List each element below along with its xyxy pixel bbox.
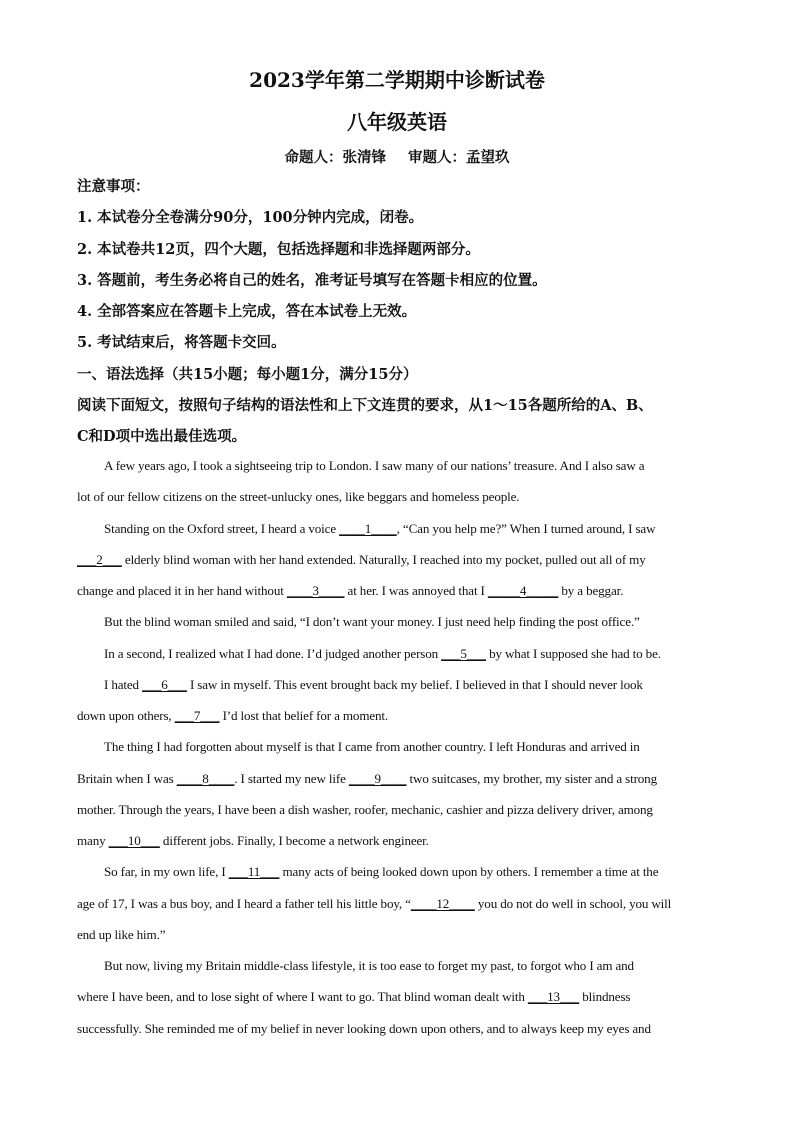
passage-line <box>77 769 717 800</box>
passage-text: two suitcases, my brother, my sister and a strong <box>406 770 657 786</box>
passage-text: at her. I was annoyed that I <box>344 583 488 598</box>
passage-line <box>77 894 717 925</box>
exam-title: 2023学年第二学期期中诊断试卷 <box>249 68 545 92</box>
section-instruction: 阅读下面短文，按照句子结构的语法性和上下文连贯的要求，从1～15各题所给的A、B、 <box>77 397 653 415</box>
passage-line <box>77 487 717 518</box>
passage-text: change and placed it in her hand without <box>77 583 287 598</box>
note-item: 3. 答题前，考生务必将自己的姓名，准考证号填写在答题卡相应的位置。 <box>77 271 547 289</box>
passage-text: blindness <box>579 989 631 1005</box>
passage-text: In a second, I realized what I had done. I’d judged another person <box>104 645 442 661</box>
answer-blank-1: ____1____ <box>339 520 397 536</box>
answer-blank-7: ___7___ <box>174 708 220 723</box>
passage-text: But the blind woman smiled and said, “I don’t want your money. I just need help finding the post office.” <box>104 614 640 630</box>
section-instruction: C和D项中选出最佳选项。 <box>77 428 247 446</box>
passage-text: successfully. She reminded me of my belief in never looking down upon others, and to always keep my eyes and <box>77 1020 651 1036</box>
passage-line <box>77 581 717 612</box>
passage-line <box>77 550 717 581</box>
passage-text: I saw in myself. This event brought back my belief. I believed in that I should never look <box>186 676 643 692</box>
passage-text: elderly blind woman with her hand extended. Naturally, I reached into my pocket, pulled out all of my <box>121 551 646 567</box>
passage-text: A few years ago, I took a sightseeing trip to London. I saw many of our nations’ treasure. And I also saw a <box>104 458 645 473</box>
passage-line <box>77 987 717 1018</box>
passage-text: But now, living my Britain middle-class lifestyle, it is too ease to forget my past, to forgot who I am and <box>104 958 634 973</box>
passage-line <box>77 956 717 987</box>
note-item: 2. 本试卷共12页，四个大题，包括选择题和非选择题两部分。 <box>77 240 480 258</box>
answer-blank-10: ___10___ <box>108 833 160 848</box>
passage-line <box>77 831 717 862</box>
notes-heading: 注意事项： <box>77 178 150 195</box>
passage-text: , “Can you help me?” When I turned around, I saw <box>396 520 656 536</box>
answer-blank-6: ___6___ <box>142 676 187 692</box>
passage-text: you do not do well in school, you will <box>474 895 672 911</box>
instructions-block <box>77 177 727 459</box>
passage-text: down upon others, <box>77 708 175 723</box>
passage-text: I’d lost that belief for a moment. <box>219 708 389 723</box>
passage-text: by what I supposed she had to be. <box>485 645 661 661</box>
passage-text: Britain when I was <box>77 770 177 786</box>
passage-text: I hated <box>104 676 143 692</box>
author-name: 命题人：张清锋 <box>284 149 386 166</box>
passage-text: many acts of being looked down upon by others. I remember a time at the <box>279 864 659 880</box>
passage-text: The thing I had forgotten about myself is that I came from another country. I left Honduras and arrived in <box>104 739 640 755</box>
answer-blank-5: ___5___ <box>441 645 486 661</box>
passage-line <box>77 519 717 550</box>
note-item: 5. 考试结束后，将答题卡交回。 <box>77 334 286 352</box>
answer-blank-3: ____3____ <box>286 583 345 598</box>
passage-text: by a beggar. <box>558 583 624 598</box>
passage-text: where I have been, and to lose sight of where I want to go. That blind woman dealt with <box>77 989 528 1005</box>
answer-blank-8: ____8____ <box>176 770 235 786</box>
section-heading: 一、语法选择（共15小题；每小题1分，满分15分） <box>77 365 418 383</box>
passage-text: different jobs. Finally, I become a network engineer. <box>159 833 429 848</box>
passage-line <box>77 706 717 737</box>
passage-line <box>77 862 717 893</box>
passage-text: mother. Through the years, I have been a dish washer, roofer, mechanic, cashier and pizza delivery driver, among <box>77 801 653 817</box>
passage-text: age of 17, I was a bus boy, and I heard a father tell his little boy, “ <box>77 895 411 911</box>
passage-line <box>77 644 717 675</box>
answer-blank-13: ___13___ <box>527 989 580 1005</box>
reviewer-name: 审题人：孟望玖 <box>408 149 510 166</box>
exam-subject: 八年级英语 <box>347 110 447 134</box>
note-item: 4. 全部答案应在答题卡上完成，答在本试卷上无效。 <box>77 303 417 321</box>
answer-blank-12: ____12____ <box>410 895 475 911</box>
note-item: 1. 本试卷分全卷满分90分，100分钟内完成，闭卷。 <box>77 209 424 227</box>
answer-blank-11: ___11___ <box>228 864 280 880</box>
passage-text: lot of our fellow citizens on the street-unlucky ones, like beggars and homeless people. <box>77 489 520 505</box>
passage-text: So far, in my own life, I <box>104 864 229 880</box>
passage-line <box>77 456 717 487</box>
exam-authors <box>0 146 794 167</box>
passage-text: Standing on the Oxford street, I heard a voice <box>104 520 340 536</box>
passage-line <box>77 675 717 706</box>
passage-line <box>77 925 717 956</box>
passage-text: end up like him.” <box>77 926 166 942</box>
reading-passage <box>77 456 717 1050</box>
passage-line <box>77 737 717 768</box>
passage-line <box>77 1019 717 1050</box>
answer-blank-9: ____9____ <box>348 770 407 786</box>
passage-line <box>77 800 717 831</box>
passage-line <box>77 612 717 643</box>
answer-blank-2: ___2___ <box>77 551 122 567</box>
answer-blank-4: _____4_____ <box>487 583 559 598</box>
passage-text: many <box>77 833 109 848</box>
passage-text: . I started my new life <box>234 770 349 786</box>
